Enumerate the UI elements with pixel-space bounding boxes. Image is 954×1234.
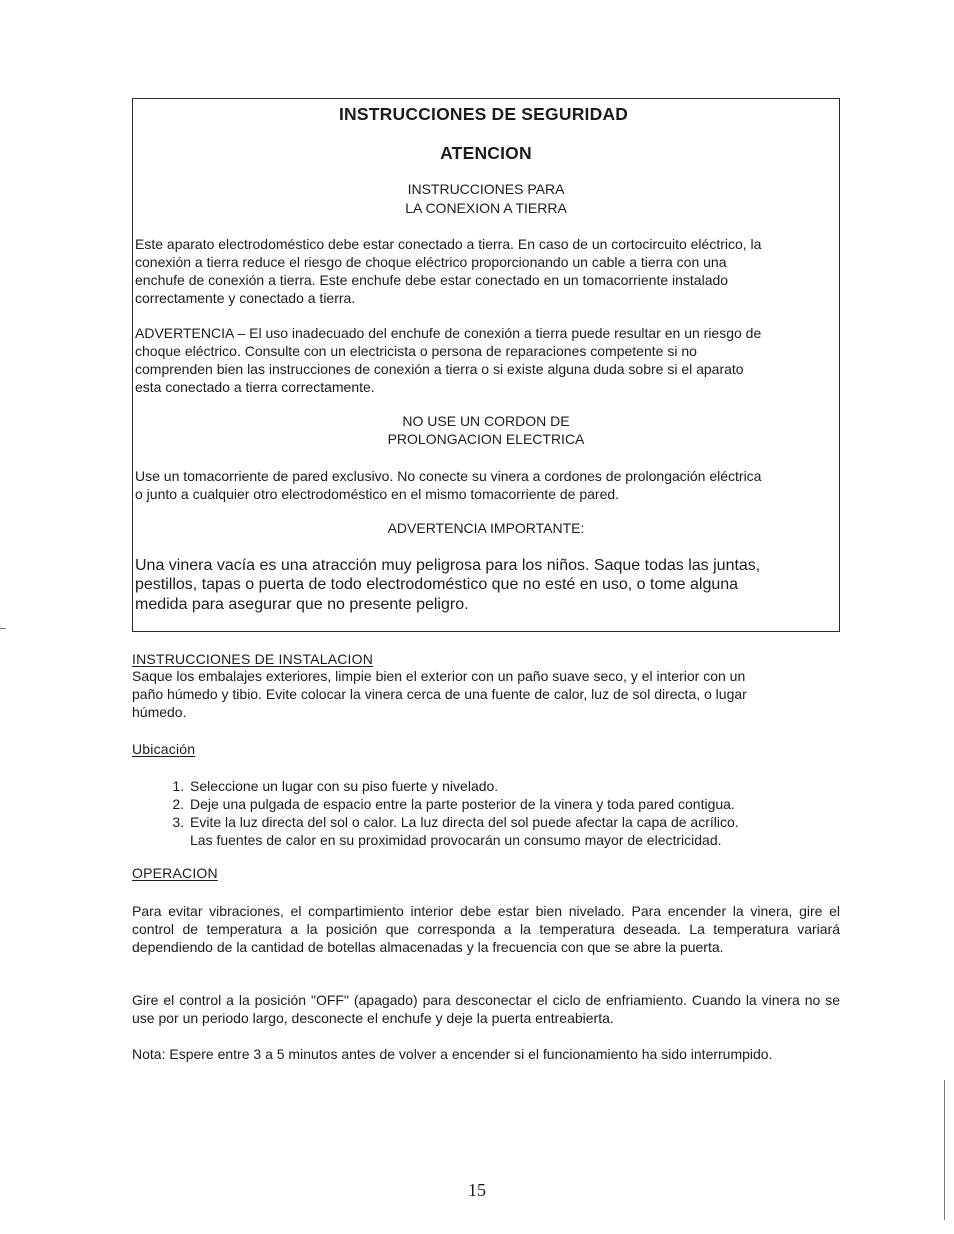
attention-heading: ATENCION <box>440 143 532 163</box>
location-item-text: Evite la luz directa del sol o calor. La luz directa del sol puede afectar la capa de acrílico. Las fuentes de calor en su proximidad provocarán un consumo mayor de electricidad. <box>190 814 739 848</box>
location-list <box>132 777 840 849</box>
scan-edge-mark <box>944 1080 945 1220</box>
grounding-heading-line-2: LA CONEXION A TIERRA <box>405 200 567 216</box>
location-item-text: Seleccione un lugar con su piso fuerte y nivelado. <box>190 778 499 794</box>
location-list-wrap <box>132 777 840 849</box>
location-item <box>188 813 840 849</box>
important-warning-text-line: Una vinera vacía es una atracción muy peligrosa para los niños. Saque todas las juntas, <box>135 557 761 574</box>
installation-text-line: húmedo. <box>132 704 187 720</box>
installation-title: INSTRUCCIONES DE INSTALACION <box>132 651 374 667</box>
grounding-text-line: enchufe de conexión a tierra. Este enchufe debe estar conectado en un tomacorriente instalado <box>135 272 729 288</box>
warning-text-line: esta conectado a tierra correctamente. <box>135 379 375 395</box>
operation-title: OPERACION <box>132 865 218 881</box>
page-number: 15 <box>468 1180 486 1200</box>
installation-section <box>132 651 840 721</box>
extension-heading-line-1: NO USE UN CORDON DE <box>402 413 570 429</box>
installation-text-line: paño húmedo y tibio. Evite colocar la vinera cerca de una fuente de calor, luz de sol directa, o lugar <box>132 686 747 702</box>
important-warning-text-line: pestillos, tapas o puerta de todo electrodoméstico que no esté en uso, o tome alguna <box>135 576 739 593</box>
warning-text-line: choque eléctrico. Consulte con un electricista o persona de reparaciones competente si no <box>135 343 697 359</box>
important-warning-text-line: medida para asegurar que no presente peligro. <box>135 596 469 613</box>
location-item-text: Deje una pulgada de espacio entre la parte posterior de la vinera y toda pared contigua. <box>190 796 735 812</box>
important-warning-heading: ADVERTENCIA IMPORTANTE: <box>387 520 585 536</box>
extension-text-line: Use un tomacorriente de pared exclusivo. No conecte su vinera a cordones de prolongación eléctrica <box>135 468 762 484</box>
safety-title: INSTRUCCIONES DE SEGURIDAD <box>339 104 629 124</box>
location-title: Ubicación <box>132 741 196 757</box>
warning-text-line: ADVERTENCIA – El uso inadecuado del enchufe de conexión a tierra puede resultar en un riesgo de <box>135 325 762 341</box>
operation-paragraph: Para evitar vibraciones, el compartimiento interior debe estar bien nivelado. Para encender la vinera, gire el control de temperatura a la posición que corresponda a la temperatura deseada. La temperatura variará dependiendo de la cantidad de botellas almacenadas y la frecuencia con que se abre la puerta. <box>132 903 840 955</box>
extension-heading-line-2: PROLONGACION ELECTRICA <box>387 431 585 447</box>
installation-text-line: Saque los embalajes exteriores, limpie bien el exterior con un paño suave seco, y el interior con un <box>132 668 746 684</box>
operation-paragraph: Gire el control a la posición "OFF" (apagado) para desconectar el ciclo de enfriamiento. Cuando la vinera no se use por un periodo largo, desconecte el enchufe y deje la puerta entreabierta. <box>132 992 840 1026</box>
grounding-text-line: conexión a tierra reduce el riesgo de choque eléctrico proporcionando un cable a tierra con una <box>135 254 727 270</box>
location-section <box>132 741 840 759</box>
location-item <box>188 795 840 813</box>
scan-edge-mark <box>0 628 6 629</box>
grounding-heading-line-1: INSTRUCCIONES PARA <box>407 181 565 197</box>
extension-text-line: o junto a cualquier otro electrodoméstico en el mismo tomacorriente de pared. <box>135 486 620 502</box>
warning-text-line: comprenden bien las instrucciones de conexión a tierra o si existe alguna duda sobre si el aparato <box>135 361 744 377</box>
grounding-text-line: Este aparato electrodoméstico debe estar conectado a tierra. En caso de un cortocircuito eléctrico, la <box>135 236 762 252</box>
location-item <box>188 777 840 795</box>
operation-note: Nota: Espere entre 3 a 5 minutos antes de volver a encender si el funcionamiento ha sido interrumpido. <box>132 1046 773 1062</box>
safety-instructions-box <box>132 98 840 632</box>
operation-section <box>132 865 840 883</box>
grounding-text-line: correctamente y conectado a tierra. <box>135 290 356 306</box>
